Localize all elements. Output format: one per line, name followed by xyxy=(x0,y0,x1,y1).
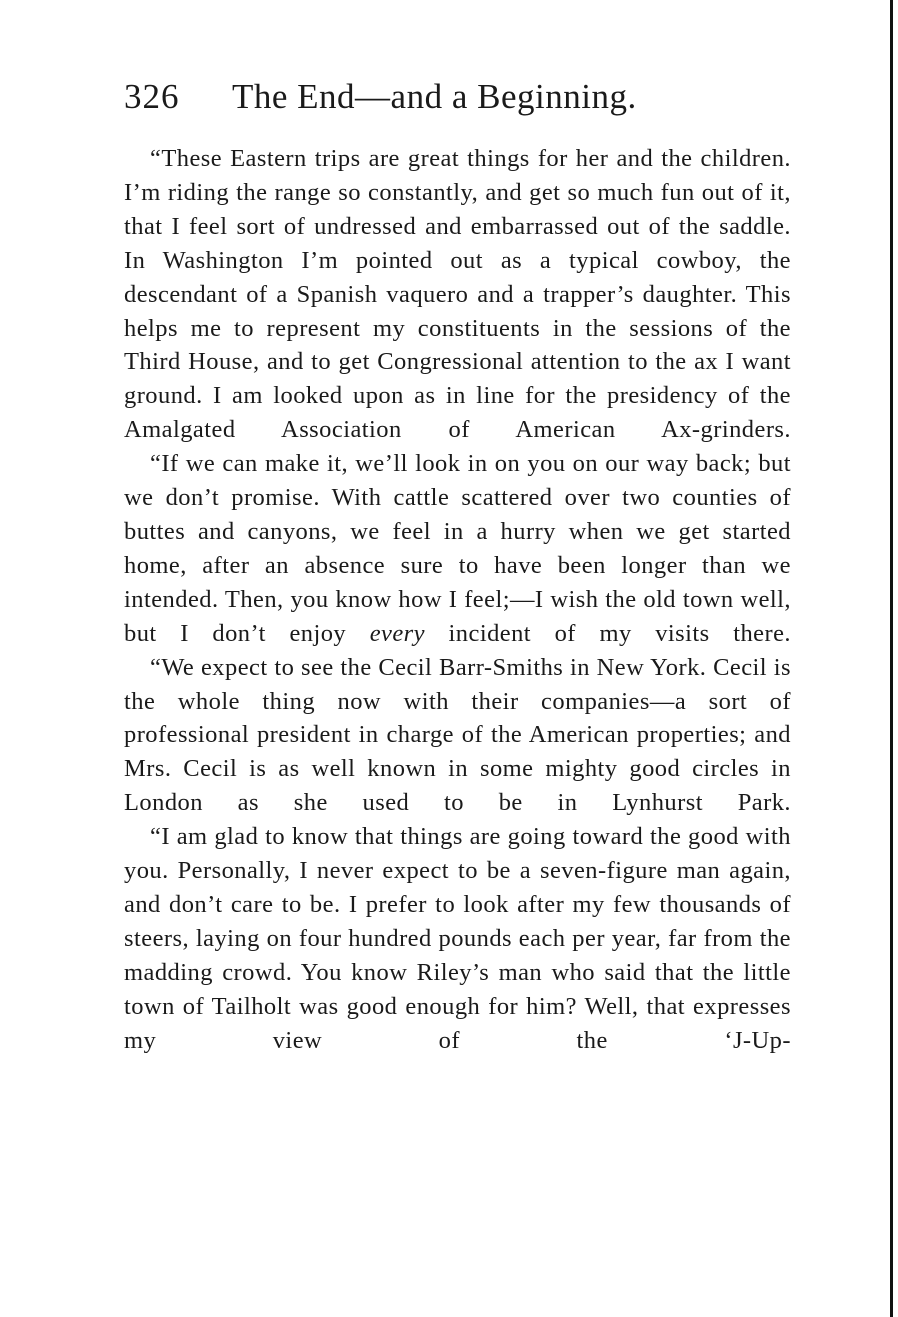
italic-word: every xyxy=(369,619,425,647)
paragraph: “These Eastern trips are great things for her and the children. I’m riding the range so constantly, and get so much fun out of it, that I feel sort of undressed and embarrassed out of the saddle. In Washington I’m pointed out as a typical cowboy, the descendant of a Spanish vaquero and a trapper’s daughter. This helps me to represent my constituents in the sessions of the Third House, and to get Congressional attention to the ax I want ground. I am looked upon as in line for the presidency of the Amalgated Association of American Ax-grinders. xyxy=(124,145,791,444)
paragraph xyxy=(124,447,791,650)
page-number: 326 xyxy=(124,77,180,116)
paragraph: “We expect to see the Cecil Barr-Smiths in New York. Cecil is the whole thing now with their companies—a sort of professional president in charge of the American properties; and Mrs. Cecil is as well known in some mighty good circles in London as she used to be in Lynhurst Park. xyxy=(124,653,791,817)
paragraph: “I am glad to know that things are going toward the good with you. Personally, I never expect to be a seven-figure man again, and don’t care to be. I prefer to look after my few thousands of steers, laying on four hundred pounds each per year, far from the madding crowd. You know Riley’s man who said that the little town of Tailholt was good enough for him? Well, that expresses my view of the ‘J-Up- xyxy=(124,823,791,1054)
paragraph-text: incident of my visits there. xyxy=(424,619,792,647)
paragraph-text: “If we can make it, we’ll look in on you on our way back; but we don’t promise. With cattle scattered over two counties of buttes and canyons, we feel in a hurry when we get started home, after an absence sure to have been longer than we intended. Then, you know how I feel;—I wish the old town well, but I don’t enjoy xyxy=(124,450,791,647)
body-text xyxy=(124,142,791,1057)
running-head xyxy=(124,72,804,122)
page-edge-line xyxy=(890,0,893,1317)
running-title: The End—and a Beginning. xyxy=(232,77,637,116)
